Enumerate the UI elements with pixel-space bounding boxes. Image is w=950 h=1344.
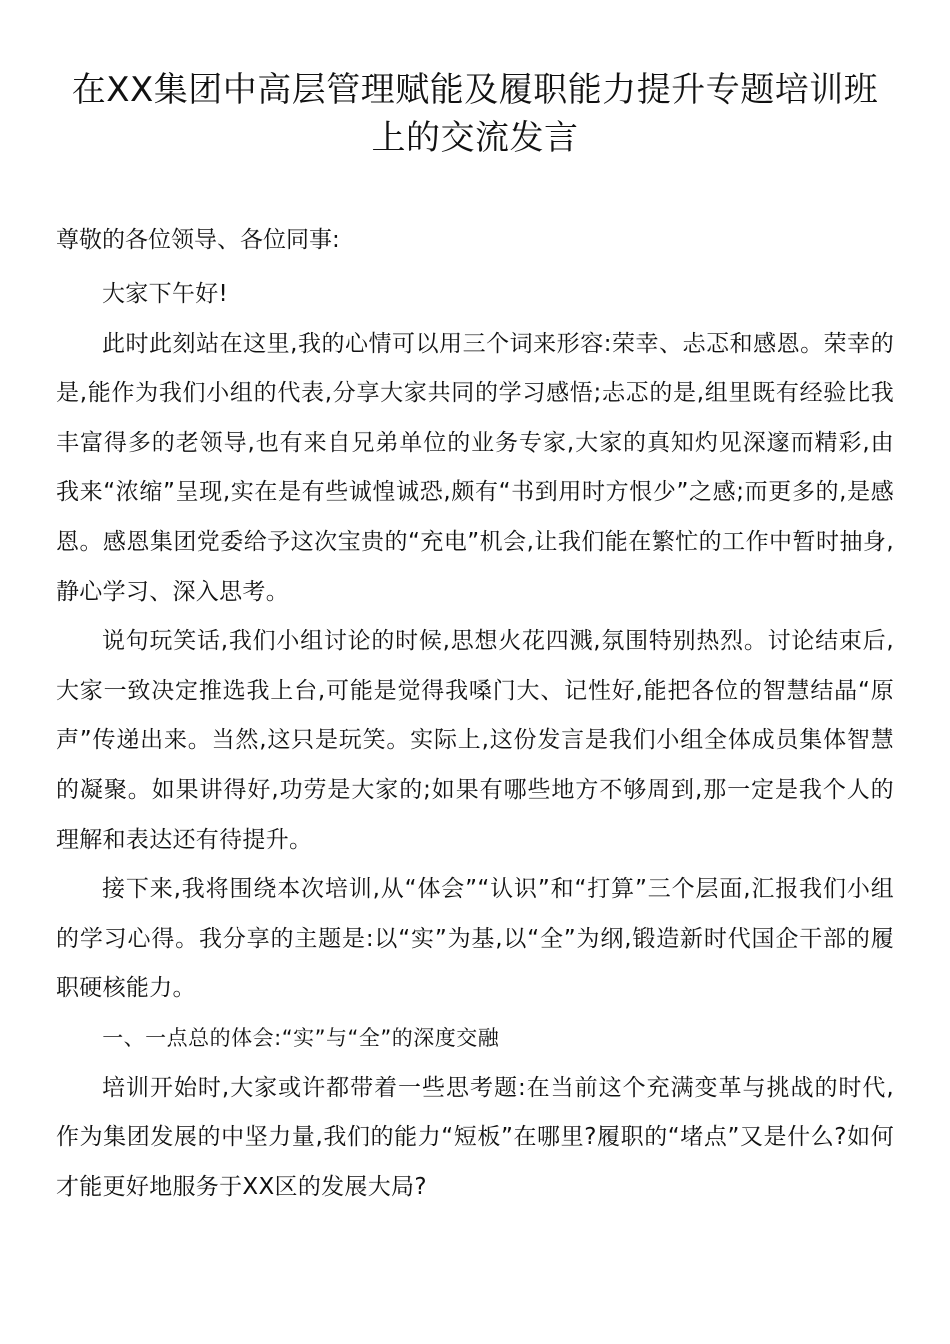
paragraph-joke: 说句玩笑话,我们小组讨论的时候,思想火花四溅,氛围特别热烈。讨论结束后,大家一致决定推选我上台,可能是觉得我嗓门大、记性好,能把各位的智慧结晶“原声”传递出来。当然,这只是玩笑。实际上,这份发言是我们小组全体成员集体智慧的凝聚。如果讲得好,功劳是大家的;如果有哪些地方不够周到,那一定是我个人的理解和表达还有待提升。 <box>56 628 894 853</box>
paragraph-outline: 接下来,我将围绕本次培训,从“体会”“认识”和“打算”三个层面,汇报我们小组的学习心得。我分享的主题是:以“实”为基,以“全”为纲,锻造新时代国企干部的履职硬核能力。 <box>56 876 894 1002</box>
paragraph-feelings: 此时此刻站在这里,我的心情可以用三个词来形容:荣幸、忐忑和感恩。荣幸的是,能作为我们小组的代表,分享大家共同的学习感悟;忐忑的是,组里既有经验比我丰富得多的老领导,也有来自兄弟单位的业务专家,大家的真知灼见深邃而精彩,由我来“浓缩”呈现,实在是有些诚惶诚恐,颇有“书到用时方恨少”之感;而更多的,是感恩。感恩集团党委给予这次宝贵的“充电”机会,让我们能在繁忙的工作中暂时抽身,静心学习、深入思考。 <box>56 330 894 605</box>
paragraph-greeting: 大家下午好! <box>102 281 229 307</box>
document-body <box>56 270 894 1212</box>
document-title: 在XX集团中高层管理赋能及履职能力提升专题培训班上的交流发言 <box>71 70 879 158</box>
salutation: 尊敬的各位领导、各位同事: <box>56 227 340 253</box>
section-heading: 一、一点总的体会:“实”与“全”的深度交融 <box>102 1025 500 1050</box>
paragraph-section-intro: 培训开始时,大家或许都带着一些思考题:在当前这个充满变革与挑战的时代,作为集团发展的中坚力量,我们的能力“短板”在哪里?履职的“堵点”又是什么?如何才能更好地服务于XX区的发展大局? <box>56 1074 894 1200</box>
